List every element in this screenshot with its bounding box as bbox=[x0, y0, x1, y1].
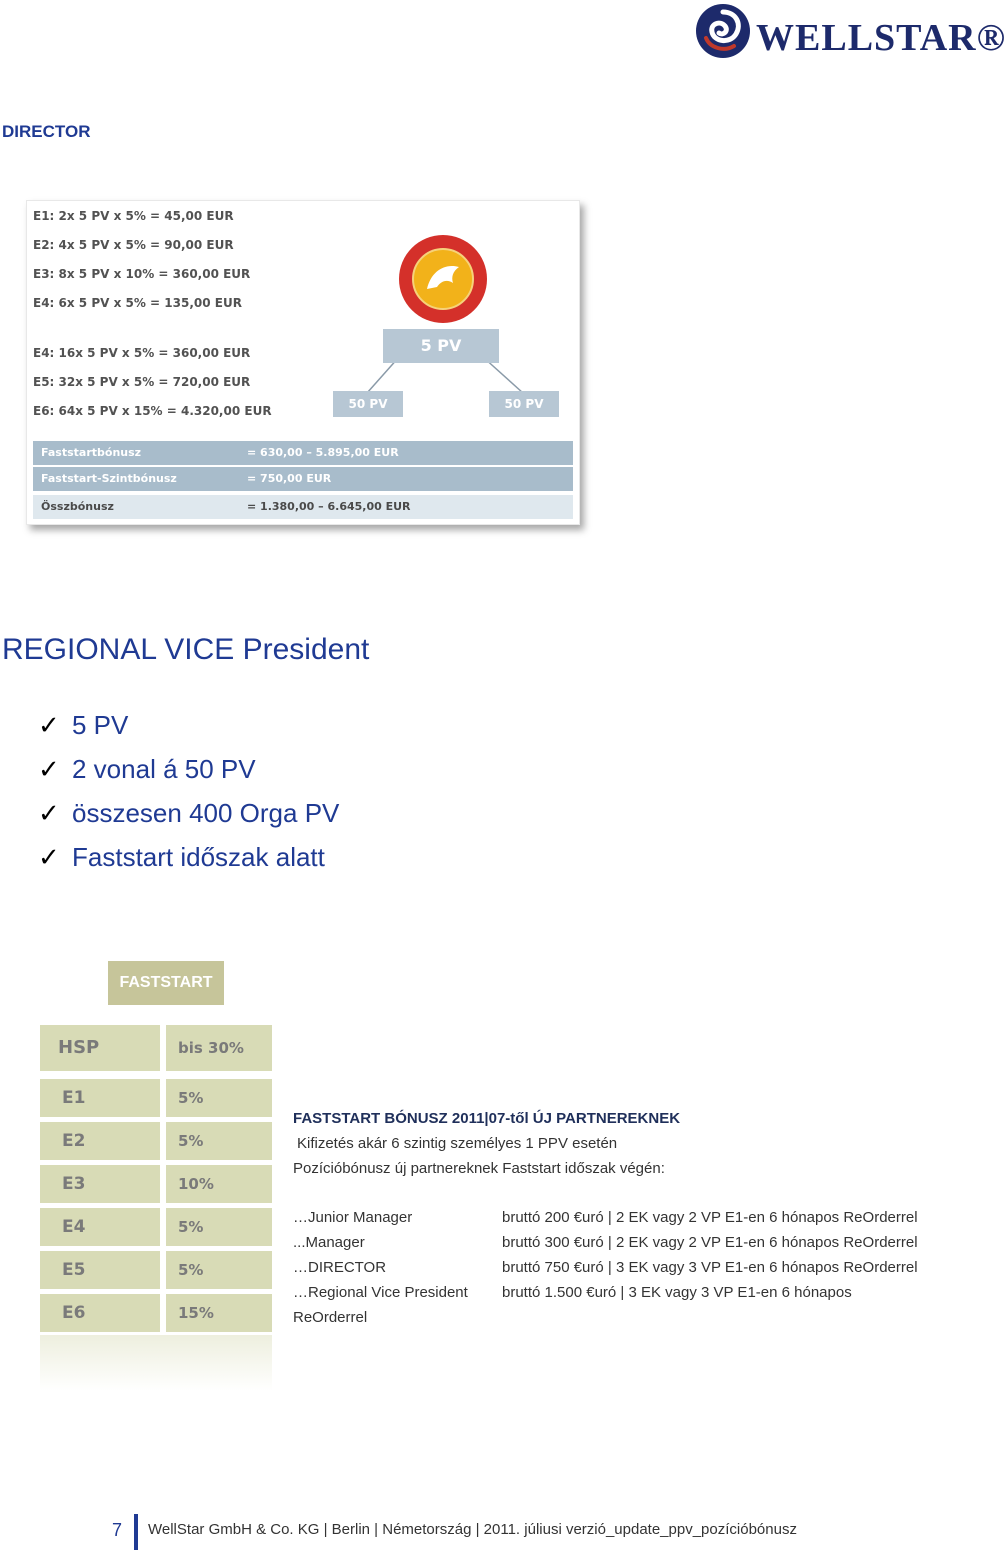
bonus-row: E2: 4x 5 PV x 5% = 90,00 EUR bbox=[33, 238, 234, 252]
position-name: …Junior Manager bbox=[293, 1209, 413, 1226]
table-rate-cell: 5% bbox=[166, 1079, 272, 1117]
table-reflection bbox=[40, 1335, 272, 1391]
summary-label: Faststartbónusz bbox=[41, 446, 142, 459]
table-rate-cell: 5% bbox=[166, 1251, 272, 1289]
position-trailing: ReOrderrel bbox=[293, 1309, 368, 1326]
summary-value: = 630,00 – 5.895,00 EUR bbox=[247, 446, 399, 459]
table-level-cell: E6 bbox=[40, 1294, 160, 1332]
summary-row bbox=[33, 495, 573, 519]
table-rate-cell: 5% bbox=[166, 1208, 272, 1246]
check-icon: ✓ bbox=[38, 754, 60, 784]
checklist-item bbox=[38, 710, 128, 741]
summary-label: Faststart-Szintbónusz bbox=[41, 472, 177, 485]
bonus-row: E6: 64x 5 PV x 15% = 4.320,00 EUR bbox=[33, 404, 272, 418]
pv-node-right-leg: 50 PV bbox=[489, 391, 559, 417]
position-amount: bruttó 1.500 €uró | 3 EK vagy 3 VP E1-en 6 hónapos bbox=[502, 1284, 852, 1301]
check-icon: ✓ bbox=[38, 842, 60, 872]
checklist-text: 2 vonal á 50 PV bbox=[72, 754, 256, 784]
table-level-cell: E1 bbox=[40, 1079, 160, 1117]
checklist-item bbox=[38, 754, 256, 785]
checklist-text: összesen 400 Orga PV bbox=[72, 798, 340, 828]
section-title-rvp: REGIONAL VICE President bbox=[2, 633, 370, 666]
bonus-row: E4: 16x 5 PV x 5% = 360,00 EUR bbox=[33, 346, 251, 360]
pv-node-sponsor: 5 PV bbox=[383, 329, 499, 363]
logo-wordmark: WELLSTAR® bbox=[756, 17, 1006, 59]
checklist-text: Faststart időszak alatt bbox=[72, 842, 325, 872]
table-rate-cell: bis 30% bbox=[166, 1025, 272, 1071]
summary-value: = 1.380,00 – 6.645,00 EUR bbox=[247, 500, 411, 513]
section-title-director: DIRECTOR bbox=[2, 122, 91, 141]
summary-row bbox=[33, 441, 573, 465]
summary-row bbox=[33, 467, 573, 491]
page-number: 7 bbox=[112, 1520, 123, 1540]
bonus-row: E3: 8x 5 PV x 10% = 360,00 EUR bbox=[33, 267, 251, 281]
position-amount: bruttó 200 €uró | 2 EK vagy 2 VP E1-en 6 hónapos ReOrderrel bbox=[502, 1209, 918, 1226]
table-level-cell: E4 bbox=[40, 1208, 160, 1246]
table-level-cell: HSP bbox=[40, 1025, 160, 1071]
checklist-item bbox=[38, 798, 339, 829]
table-level-cell: E2 bbox=[40, 1122, 160, 1160]
faststart-table-graphic bbox=[38, 943, 276, 1393]
table-rate-cell: 5% bbox=[166, 1122, 272, 1160]
position-amount: bruttó 300 €uró | 2 EK vagy 2 VP E1-en 6 hónapos ReOrderrel bbox=[502, 1234, 918, 1251]
table-rate-cell: 15% bbox=[166, 1294, 272, 1332]
footer-text: WellStar GmbH & Co. KG | Berlin | Németország | 2011. júliusi verzió_update_ppv_pozícióbónusz bbox=[148, 1521, 797, 1538]
bonus-row: E5: 32x 5 PV x 5% = 720,00 EUR bbox=[33, 375, 251, 389]
faststart-table-header: FASTSTART bbox=[108, 961, 224, 1005]
position-name: …DIRECTOR bbox=[293, 1259, 387, 1276]
pv-node-left-leg: 50 PV bbox=[333, 391, 403, 417]
check-icon: ✓ bbox=[38, 710, 60, 740]
checklist-text: 5 PV bbox=[72, 710, 129, 740]
check-icon: ✓ bbox=[38, 798, 60, 828]
summary-label: Összbónusz bbox=[41, 500, 114, 513]
bonus-row: E4: 6x 5 PV x 5% = 135,00 EUR bbox=[33, 296, 242, 310]
director-bonus-graphic bbox=[26, 200, 580, 525]
table-level-cell: E3 bbox=[40, 1165, 160, 1203]
faststart-line: Kifizetés akár 6 szintig személyes 1 PPV esetén bbox=[297, 1135, 618, 1152]
swirl-logo-icon bbox=[694, 2, 752, 60]
faststart-line: Pozícióbónusz új partnereknek Faststart időszak végén: bbox=[293, 1160, 665, 1177]
table-rate-cell: 10% bbox=[166, 1165, 272, 1203]
position-amount: bruttó 750 €uró | 3 EK vagy 3 VP E1-en 6 hónapos ReOrderrel bbox=[502, 1259, 918, 1276]
summary-value: = 750,00 EUR bbox=[247, 472, 332, 485]
position-name: …Regional Vice President bbox=[293, 1284, 468, 1301]
bonus-row: E1: 2x 5 PV x 5% = 45,00 EUR bbox=[33, 209, 234, 223]
table-level-cell: E5 bbox=[40, 1251, 160, 1289]
footer-divider bbox=[134, 1514, 138, 1550]
wellstar-logo bbox=[694, 2, 1006, 62]
position-name: ...Manager bbox=[293, 1234, 365, 1251]
checklist-item bbox=[38, 842, 325, 873]
faststart-bonus-title: FASTSTART BÓNUSZ 2011|07-től ÚJ PARTNEREKNEK bbox=[293, 1110, 681, 1127]
